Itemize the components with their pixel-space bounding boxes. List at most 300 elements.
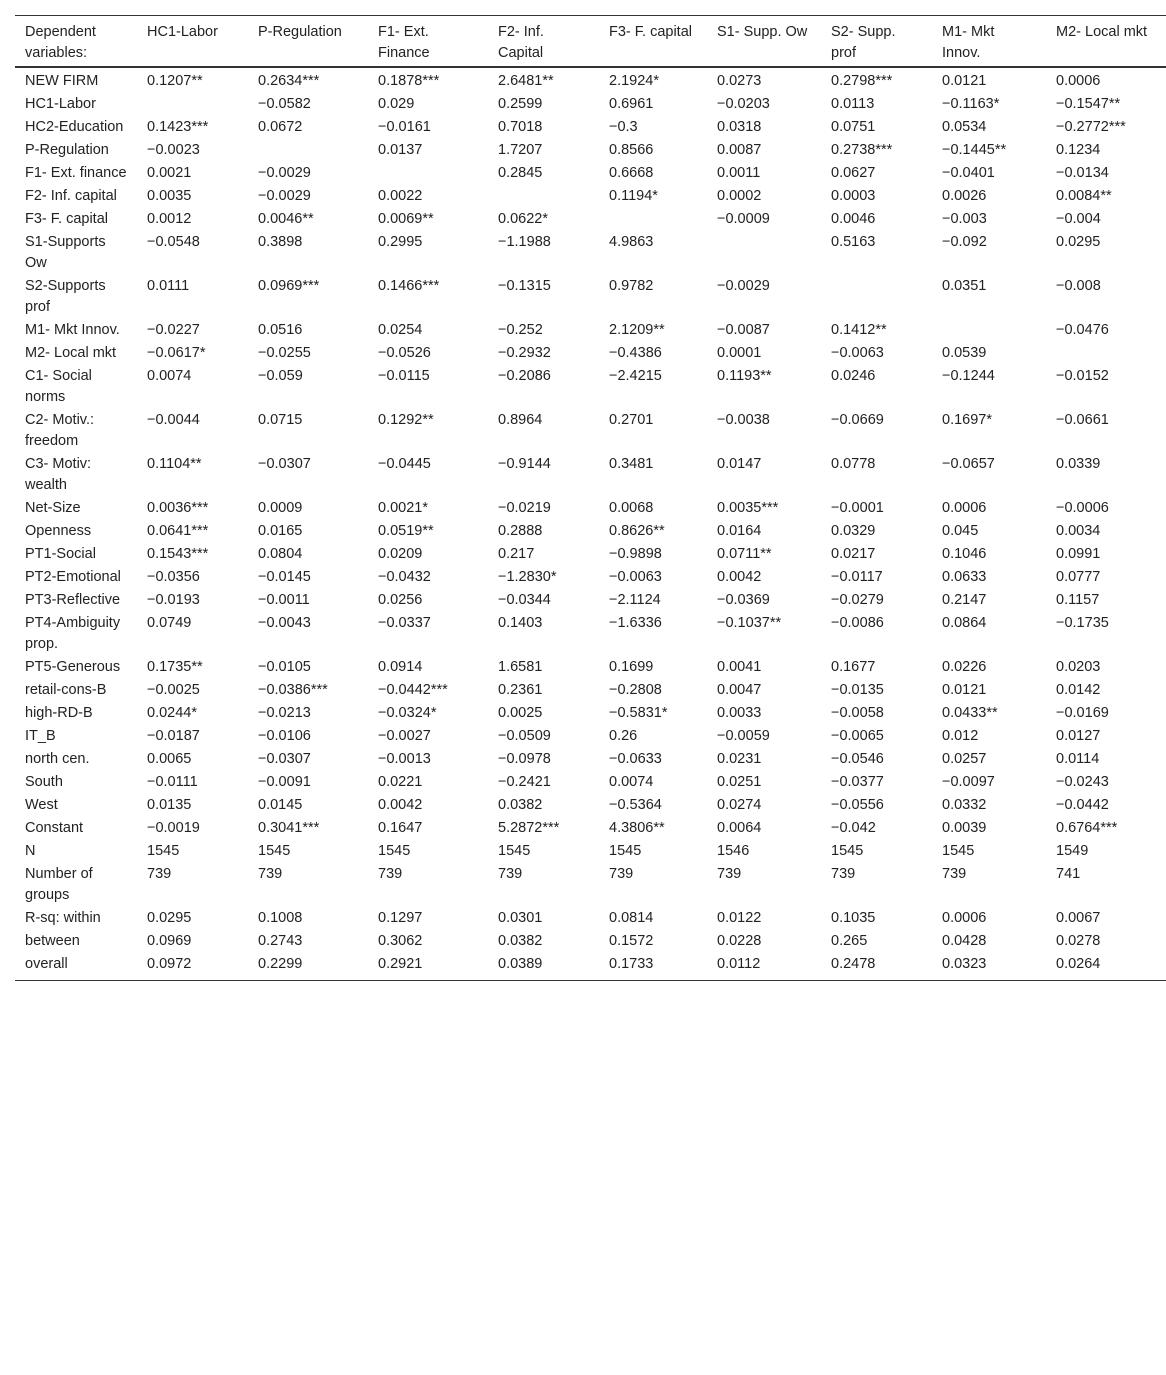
value-cell: 0.1878***	[378, 73, 440, 89]
table-row	[15, 794, 1166, 817]
value-cell: −0.0043	[258, 615, 311, 631]
value-cell: 0.0147	[717, 456, 762, 472]
value-cell: 0.1234	[1056, 142, 1101, 158]
value-cell: 2.6481**	[498, 73, 554, 89]
table-row	[15, 589, 1166, 612]
table-row	[15, 656, 1166, 679]
value-cell: 0.0991	[1056, 546, 1101, 562]
value-cell: 0.0329	[831, 523, 876, 539]
value-cell: 0.1008	[258, 910, 303, 926]
table-row	[15, 771, 1166, 794]
value-cell: 0.0641***	[147, 523, 209, 539]
value-cell: 0.0295	[147, 910, 192, 926]
value-cell: 0.0209	[378, 546, 423, 562]
value-cell: −0.0279	[831, 592, 884, 608]
value-cell: −0.0105	[258, 659, 311, 675]
table-row	[15, 520, 1166, 543]
value-cell: 0.0203	[1056, 659, 1101, 675]
table-row	[15, 907, 1166, 930]
value-cell: 0.8626**	[609, 523, 665, 539]
value-cell: 0.0969	[147, 933, 192, 949]
value-cell: 0.0382	[498, 933, 543, 949]
value-cell: −0.5364	[609, 797, 662, 813]
value-cell: 0.2888	[498, 523, 543, 539]
table-row	[15, 930, 1166, 953]
value-cell: 0.0231	[717, 751, 762, 767]
table-row	[15, 953, 1166, 981]
value-cell: −0.0006	[1056, 500, 1109, 516]
value-cell: −0.0058	[831, 705, 884, 721]
value-cell: 0.0749	[147, 615, 192, 631]
value-cell: 0.0301	[498, 910, 543, 926]
value-cell: −0.9144	[498, 456, 551, 472]
value-cell: 0.0256	[378, 592, 423, 608]
table-row	[15, 748, 1166, 771]
table-row	[15, 93, 1166, 116]
value-cell: 0.0042	[378, 797, 423, 813]
value-cell: 739	[717, 866, 742, 882]
value-cell: 0.0864	[942, 615, 987, 631]
value-cell: 0.0006	[1056, 73, 1101, 89]
value-cell: −0.0029	[258, 188, 311, 204]
value-cell: 0.0339	[1056, 456, 1101, 472]
value-cell: −0.0065	[831, 728, 884, 744]
value-cell: 0.0113	[831, 96, 875, 112]
value-cell: −0.252	[498, 322, 543, 338]
value-cell: 0.0121	[942, 682, 987, 698]
row-label-cell: HC1-Labor	[25, 96, 96, 112]
value-cell: 0.0033	[717, 705, 762, 721]
value-cell: −0.0063	[609, 569, 662, 585]
value-cell: 4.9863	[609, 234, 654, 250]
value-cell: −0.0526	[378, 345, 431, 361]
row-label-cell: PT5-Generous	[25, 659, 121, 675]
value-cell: −0.092	[942, 234, 987, 250]
value-cell: −0.1445**	[942, 142, 1007, 158]
table-row	[15, 231, 1166, 275]
value-cell: 0.0519**	[378, 523, 434, 539]
row-label-cell: P-Regulation	[25, 142, 109, 158]
value-cell: −2.1124	[609, 592, 661, 608]
header-cell: S2- Supp. prof	[831, 24, 896, 61]
value-cell: −0.008	[1056, 278, 1101, 294]
row-label-cell: between	[25, 933, 80, 949]
value-cell: −0.0442	[1056, 797, 1109, 813]
value-cell: 0.0001	[717, 345, 762, 361]
value-cell: 0.0244*	[147, 705, 197, 721]
value-cell: 0.0777	[1056, 569, 1101, 585]
row-label-cell: NEW FIRM	[25, 73, 99, 89]
value-cell: −0.5831*	[609, 705, 668, 721]
value-cell: −0.0344	[498, 592, 551, 608]
value-cell: 0.2701	[609, 412, 654, 428]
row-label-cell: Constant	[25, 820, 84, 836]
value-cell: 0.0672	[258, 119, 303, 135]
value-cell: 0.2798***	[831, 73, 893, 89]
value-cell: −0.0009	[717, 211, 770, 227]
row-label-cell: PT3-Reflective	[25, 592, 121, 608]
value-cell: 0.0041	[717, 659, 762, 675]
value-cell: 0.1046	[942, 546, 987, 562]
value-cell: 0.0217	[831, 546, 876, 562]
value-cell	[488, 185, 599, 208]
value-cell: −0.004	[1056, 211, 1101, 227]
value-cell: 1545	[498, 843, 531, 859]
value-cell: −0.0617*	[147, 345, 206, 361]
value-cell: 1545	[258, 843, 291, 859]
header-cell: S1- Supp. Ow	[717, 24, 808, 40]
value-cell: 0.0012	[147, 211, 192, 227]
value-cell: 0.0036***	[147, 500, 209, 516]
value-cell: −0.003	[942, 211, 987, 227]
value-cell: −0.0548	[147, 234, 200, 250]
value-cell: −0.0509	[498, 728, 551, 744]
value-cell: −0.0134	[1056, 165, 1109, 181]
value-cell: 0.0067	[1056, 910, 1101, 926]
value-cell: −0.0097	[942, 774, 995, 790]
value-cell: −0.0115	[378, 368, 430, 384]
value-cell: 0.0035	[147, 188, 192, 204]
value-cell: −0.0661	[1056, 412, 1109, 428]
value-cell	[599, 208, 707, 231]
value-cell: 0.2361	[498, 682, 543, 698]
value-cell: 0.1677	[831, 659, 876, 675]
value-cell: 741	[1056, 866, 1081, 882]
value-cell	[932, 319, 1046, 342]
value-cell: −0.0243	[1056, 774, 1109, 790]
row-label-cell: C1- Social norms	[25, 368, 92, 405]
value-cell: −0.0152	[1056, 368, 1109, 384]
value-cell: 0.0127	[1056, 728, 1101, 744]
value-cell: 0.6961	[609, 96, 654, 112]
value-cell: −0.1163*	[942, 96, 1000, 112]
value-cell: −0.0657	[942, 456, 995, 472]
value-cell: −0.0203	[717, 96, 770, 112]
table-row	[15, 566, 1166, 589]
value-cell: 0.0145	[258, 797, 303, 813]
value-cell: 0.0622*	[498, 211, 548, 227]
table-row	[15, 817, 1166, 840]
value-cell: −0.3	[609, 119, 638, 135]
regression-table-container	[15, 15, 1166, 981]
value-cell: −0.1244	[942, 368, 995, 384]
value-cell: −0.0978	[498, 751, 551, 767]
value-cell: 739	[258, 866, 283, 882]
value-cell: −1.1988	[498, 234, 551, 250]
value-cell: −0.0025	[147, 682, 200, 698]
value-cell: 0.26	[609, 728, 638, 744]
row-label-cell: IT_B	[25, 728, 56, 744]
table-row	[15, 319, 1166, 342]
value-cell: 0.8964	[498, 412, 543, 428]
value-cell: −0.0135	[831, 682, 884, 698]
value-cell: −0.0633	[609, 751, 662, 767]
value-cell: −0.0324*	[378, 705, 437, 721]
value-cell: 0.0137	[378, 142, 423, 158]
table-row	[15, 409, 1166, 453]
value-cell	[137, 93, 248, 116]
value-cell: 739	[609, 866, 634, 882]
value-cell: −0.042	[831, 820, 876, 836]
row-label-cell: overall	[25, 956, 68, 972]
value-cell: 0.0516	[258, 322, 303, 338]
value-cell: 0.0022	[378, 188, 423, 204]
value-cell: 0.1403	[498, 615, 543, 631]
value-cell: 0.2738***	[831, 142, 893, 158]
value-cell: 0.0046	[831, 211, 876, 227]
value-cell: 0.0074	[609, 774, 654, 790]
value-cell: 0.1292**	[378, 412, 434, 428]
row-label-cell: Number of groups	[25, 866, 93, 903]
value-cell: 0.0039	[942, 820, 987, 836]
value-cell: 0.0047	[717, 682, 762, 698]
value-cell: 0.3041***	[258, 820, 320, 836]
value-cell: −0.0063	[831, 345, 884, 361]
value-cell: 0.0064	[717, 820, 762, 836]
value-cell: 0.1193**	[717, 368, 772, 384]
value-cell: 0.0228	[717, 933, 762, 949]
value-cell: 0.0254	[378, 322, 423, 338]
value-cell: 0.0246	[831, 368, 876, 384]
row-label-cell: Net-Size	[25, 500, 81, 516]
value-cell: 0.0121	[942, 73, 987, 89]
value-cell: 0.0122	[717, 910, 762, 926]
value-cell: −0.0059	[717, 728, 770, 744]
row-label-cell: R-sq: within	[25, 910, 101, 926]
value-cell: 0.2599	[498, 96, 543, 112]
value-cell: −0.0476	[1056, 322, 1109, 338]
value-cell: 0.0711**	[717, 546, 772, 562]
value-cell: −0.0013	[378, 751, 431, 767]
value-cell: −0.0386***	[258, 682, 328, 698]
value-cell: −0.4386	[609, 345, 662, 361]
row-label-cell: C2- Motiv.: freedom	[25, 412, 95, 449]
value-cell: 0.2478	[831, 956, 876, 972]
value-cell	[248, 139, 368, 162]
table-row	[15, 702, 1166, 725]
value-cell: 0.0026	[942, 188, 987, 204]
value-cell: −1.6336	[609, 615, 662, 631]
value-cell: 0.0221	[378, 774, 423, 790]
value-cell: 4.3806**	[609, 820, 665, 836]
row-label-cell: high-RD-B	[25, 705, 93, 721]
value-cell: 0.0009	[258, 500, 303, 516]
value-cell: −0.0086	[831, 615, 884, 631]
row-label-cell: F1- Ext. finance	[25, 165, 127, 181]
value-cell: 1546	[717, 843, 750, 859]
value-cell: 0.045	[942, 523, 979, 539]
value-cell: 0.2634***	[258, 73, 320, 89]
value-cell: −0.0401	[942, 165, 995, 181]
value-cell: −0.2932	[498, 345, 551, 361]
value-cell: 0.012	[942, 728, 979, 744]
value-cell: −0.0169	[1056, 705, 1109, 721]
value-cell: 0.0074	[147, 368, 192, 384]
value-cell: −0.0106	[258, 728, 311, 744]
value-cell: 0.2743	[258, 933, 303, 949]
row-label-cell: S1-Supports Ow	[25, 234, 106, 271]
value-cell: −0.0582	[258, 96, 311, 112]
value-cell: 0.1647	[378, 820, 423, 836]
value-cell: 0.3481	[609, 456, 654, 472]
value-cell: 0.1543***	[147, 546, 209, 562]
table-row	[15, 139, 1166, 162]
value-cell: 0.0914	[378, 659, 423, 675]
value-cell: −0.0117	[831, 569, 883, 585]
row-label-cell: F3- F. capital	[25, 211, 108, 227]
row-label-cell: M2- Local mkt	[25, 345, 117, 361]
value-cell: 0.0069**	[378, 211, 434, 227]
table-row	[15, 116, 1166, 139]
value-cell: 0.1157	[1056, 592, 1100, 608]
value-cell: −0.0161	[378, 119, 431, 135]
table-row	[15, 185, 1166, 208]
value-cell: −0.2808	[609, 682, 662, 698]
table-row	[15, 679, 1166, 702]
value-cell: −0.2421	[498, 774, 551, 790]
value-cell: 0.0165	[258, 523, 303, 539]
value-cell: 1549	[1056, 843, 1089, 859]
value-cell: 2.1924*	[609, 73, 659, 89]
value-cell: 0.0112	[717, 956, 761, 972]
value-cell: 0.0164	[717, 523, 762, 539]
value-cell: 0.0534	[942, 119, 987, 135]
value-cell: 0.1412**	[831, 322, 887, 338]
value-cell: 5.2872***	[498, 820, 560, 836]
row-label-cell: PT1-Social	[25, 546, 96, 562]
value-cell: −1.2830*	[498, 569, 557, 585]
value-cell: 0.3898	[258, 234, 303, 250]
value-cell: 0.2299	[258, 956, 303, 972]
value-cell	[368, 162, 488, 185]
value-cell: 0.0068	[609, 500, 654, 516]
value-cell: −0.1315	[498, 278, 551, 294]
table-row	[15, 840, 1166, 863]
value-cell: 0.1697*	[942, 412, 992, 428]
value-cell: −0.0255	[258, 345, 311, 361]
value-cell: 0.0251	[717, 774, 762, 790]
value-cell: 0.0002	[717, 188, 762, 204]
value-cell: 0.1297	[378, 910, 423, 926]
table-row	[15, 497, 1166, 520]
value-cell: 0.0035***	[717, 500, 779, 516]
table-header	[15, 16, 1166, 68]
value-cell: 0.0264	[1056, 956, 1101, 972]
value-cell: −0.0337	[378, 615, 431, 631]
value-cell: 739	[831, 866, 856, 882]
table-row	[15, 365, 1166, 409]
value-cell: −0.0023	[147, 142, 200, 158]
value-cell: 739	[942, 866, 967, 882]
value-cell: 0.1104**	[147, 456, 202, 472]
value-cell: 0.9782	[609, 278, 654, 294]
value-cell: 0.0969***	[258, 278, 320, 294]
row-label-cell: north cen.	[25, 751, 90, 767]
value-cell: 0.0084**	[1056, 188, 1112, 204]
row-label-cell: S2-Supports prof	[25, 278, 106, 315]
table-row	[15, 208, 1166, 231]
value-cell: 0.0814	[609, 910, 654, 926]
header-cell: F3- F. capital	[609, 24, 692, 40]
header-row	[15, 16, 1166, 68]
value-cell: 0.0025	[498, 705, 543, 721]
value-cell: 0.217	[498, 546, 535, 562]
value-cell: 0.0433**	[942, 705, 998, 721]
value-cell: −0.0038	[717, 412, 770, 428]
value-cell: −0.0432	[378, 569, 431, 585]
value-cell: −0.0027	[378, 728, 431, 744]
value-cell: 0.0087	[717, 142, 762, 158]
value-cell: 739	[147, 866, 172, 882]
header-cell: P-Regulation	[258, 24, 342, 40]
regression-table	[15, 15, 1166, 981]
row-label-cell: M1- Mkt Innov.	[25, 322, 120, 338]
value-cell: −0.0029	[717, 278, 770, 294]
value-cell	[707, 231, 821, 275]
table-row	[15, 67, 1166, 93]
value-cell: 1.7207	[498, 142, 543, 158]
value-cell: −0.2772***	[1056, 119, 1126, 135]
value-cell: 0.0226	[942, 659, 987, 675]
value-cell: 0.0003	[831, 188, 876, 204]
table-row	[15, 162, 1166, 185]
table-row	[15, 543, 1166, 566]
row-label-cell: South	[25, 774, 63, 790]
header-cell: HC1-Labor	[147, 24, 218, 40]
value-cell: 1545	[831, 843, 864, 859]
value-cell: 0.1735**	[147, 659, 203, 675]
row-label-cell: HC2-Education	[25, 119, 124, 135]
row-label-cell: PT2-Emotional	[25, 569, 121, 585]
value-cell: 0.0006	[942, 500, 987, 516]
value-cell: 0.0021	[147, 165, 192, 181]
value-cell: 0.0021*	[378, 500, 428, 516]
value-cell: −0.0442***	[378, 682, 448, 698]
value-cell: −0.1037**	[717, 615, 782, 631]
value-cell: 0.0046**	[258, 211, 314, 227]
value-cell: 0.0142	[1056, 682, 1101, 698]
value-cell: 0.2921	[378, 956, 423, 972]
value-cell: 0.6668	[609, 165, 654, 181]
value-cell: 2.1209**	[609, 322, 665, 338]
value-cell	[821, 275, 932, 319]
value-cell: 0.2147	[942, 592, 987, 608]
value-cell: −0.0213	[258, 705, 311, 721]
value-cell: −0.0369	[717, 592, 770, 608]
value-cell: 0.0274	[717, 797, 762, 813]
value-cell: −0.0219	[498, 500, 551, 516]
value-cell: 739	[378, 866, 403, 882]
value-cell: 739	[498, 866, 523, 882]
value-cell: 0.0323	[942, 956, 987, 972]
value-cell: 0.5163	[831, 234, 876, 250]
row-label-cell: F2- Inf. capital	[25, 188, 117, 204]
value-cell: −0.0087	[717, 322, 770, 338]
value-cell: −2.4215	[609, 368, 662, 384]
value-cell: 0.0006	[942, 910, 987, 926]
header-cell: M2- Local mkt	[1056, 24, 1148, 40]
value-cell: −0.0546	[831, 751, 884, 767]
value-cell: 0.0257	[942, 751, 987, 767]
value-cell: −0.0145	[258, 569, 311, 585]
value-cell: 0.0295	[1056, 234, 1101, 250]
value-cell: −0.1735	[1056, 615, 1109, 631]
table-row	[15, 275, 1166, 319]
value-cell: 0.0382	[498, 797, 543, 813]
value-cell: 1545	[378, 843, 411, 859]
table-body	[15, 67, 1166, 981]
value-cell: 0.6764***	[1056, 820, 1118, 836]
